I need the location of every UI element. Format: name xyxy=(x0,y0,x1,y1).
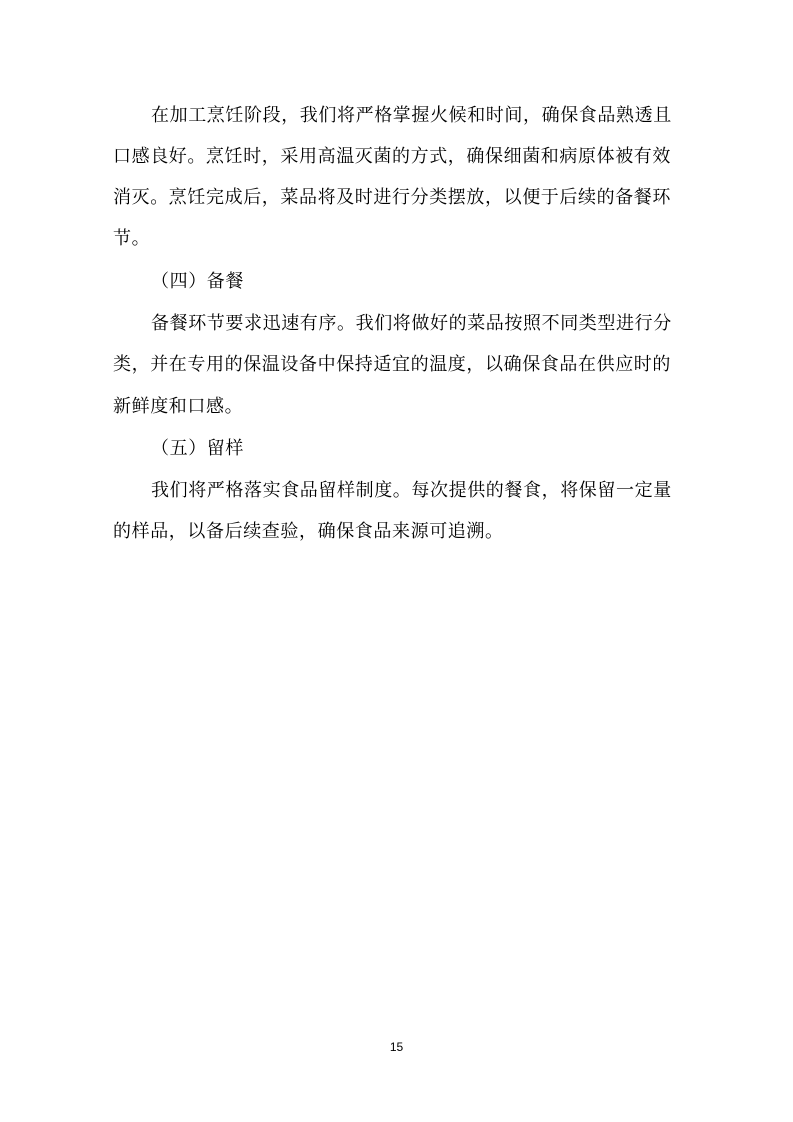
paragraph-line: 备餐环节要求迅速有序。我们将做好的菜品按照不同类型进行分 xyxy=(151,313,672,334)
paragraph-line: 在加工烹饪阶段，我们将严格掌握火候和时间，确保食品熟透且 xyxy=(151,105,672,126)
section-heading: （四）备餐 xyxy=(151,271,244,292)
paragraph-line: 的样品，以备后续查验，确保食品来源可追溯。 xyxy=(113,521,504,542)
section-heading: （五）留样 xyxy=(151,438,244,459)
paragraph-line: 新鲜度和口感。 xyxy=(113,396,244,417)
paragraph-line: 类，并在专用的保温设备中保持适宜的温度，以确保食品在供应时的 xyxy=(113,354,671,375)
page-number: 15 xyxy=(389,1040,404,1054)
paragraph-line: 消灭。烹饪完成后，菜品将及时进行分类摆放，以便于后续的备餐环 xyxy=(113,187,671,208)
paragraph-line: 我们将严格落实食品留样制度。每次提供的餐食，将保留一定量 xyxy=(151,480,672,501)
paragraph-line: 口感良好。烹饪时，采用高温灭菌的方式，确保细菌和病原体被有效 xyxy=(113,146,671,167)
paragraph-line: 节。 xyxy=(113,228,151,249)
